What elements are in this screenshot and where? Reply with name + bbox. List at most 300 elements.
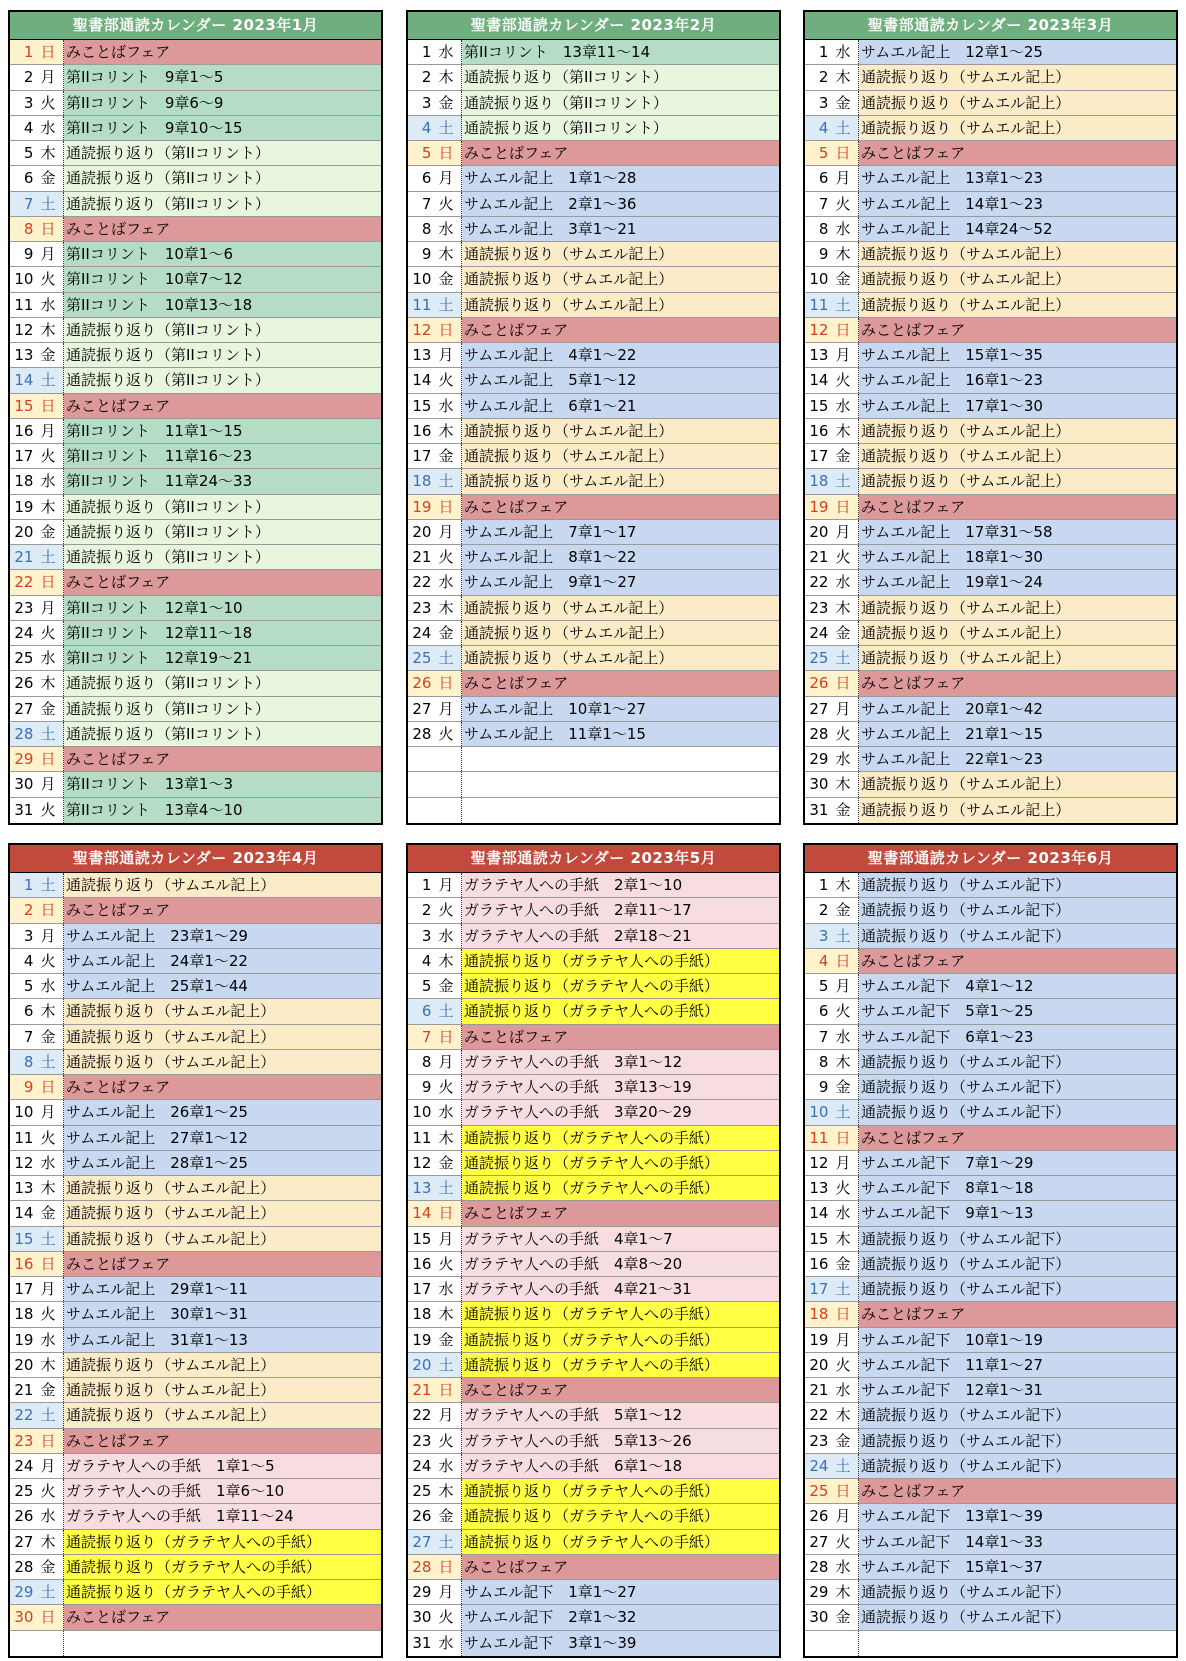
reading-text: みことばフェア [861,1305,966,1324]
reading-text: 通読振り返り（ガラテヤ人への手紙） [464,1153,720,1172]
reading-text: 通読振り返り（サムエル記下） [861,1254,1071,1273]
day-number: 3 [421,93,432,112]
weekday: 火 [40,1305,56,1324]
day-row [10,1227,381,1252]
day-number: 2 [23,68,34,87]
day-row [10,545,381,570]
day-row [408,621,779,646]
reading-text: 通読振り返り（サムエル記上） [464,421,674,440]
day-number: 20 [14,1355,34,1374]
reading-text: ガラテヤ人への手紙 4章8～20 [464,1254,683,1273]
date-cell [805,1454,859,1478]
day-row [408,242,779,267]
day-number: 22 [809,1406,829,1425]
reading-text: みことばフェア [464,1557,569,1576]
day-number: 16 [412,421,432,440]
reading-text: サムエル記上 10章1～27 [464,699,646,718]
calendar-title: 聖書部通読カレンダー 2023年2月 [408,12,779,40]
reading-text: 通読振り返り（第IIコリント） [66,169,270,188]
date-cell [10,1277,64,1301]
weekday: 水 [438,1456,454,1475]
day-row [408,116,779,141]
weekday: 土 [40,876,56,894]
weekday: 月 [438,1583,454,1601]
date-cell [408,1479,462,1503]
date-cell [805,1277,859,1301]
day-number: 27 [809,699,829,718]
day-number: 21 [809,1381,829,1399]
day-number: 25 [809,1482,829,1500]
day-number: 13 [14,346,34,364]
reading-text: サムエル記上 28章1～25 [66,1153,248,1172]
reading-text: サムエル記上 6章1～21 [464,396,637,415]
day-number: 10 [412,1103,432,1122]
day-number: 4 [818,951,829,970]
day-row [408,1201,779,1226]
date-cell [408,898,462,922]
date-cell [408,343,462,367]
day-row [408,318,779,343]
month-calendar-may [406,843,781,1658]
date-cell [408,1403,462,1427]
date-cell [805,1403,859,1427]
weekday: 日 [835,951,851,970]
month-calendar-jun [803,843,1178,1658]
reading-text: ガラテヤ人への手紙 1章1～5 [66,1456,275,1475]
day-number: 5 [23,144,34,162]
day-row [805,520,1176,545]
reading-text: 通読振り返り（ガラテヤ人への手紙） [66,1583,322,1601]
date-cell [805,1555,859,1579]
date-cell [408,1302,462,1326]
day-number: 23 [809,1431,829,1450]
weekday: 火 [835,1179,851,1197]
reading-text: サムエル記上 23章1～29 [66,926,248,945]
reading-text: みことばフェア [66,1078,171,1096]
weekday: 月 [438,169,454,188]
weekday: 月 [40,926,56,945]
day-row [408,1429,779,1454]
reading-text: 通読振り返り（ガラテヤ人への手紙） [464,1482,720,1500]
date-cell [408,1176,462,1200]
reading-text: サムエル記下 2章1～32 [464,1608,637,1627]
day-row [10,1252,381,1277]
weekday: 日 [835,1128,851,1147]
reading-text: 通読振り返り（第IIコリント） [66,346,270,364]
day-number: 30 [14,775,34,794]
reading-text: みことばフェア [861,1128,966,1147]
day-number: 25 [14,649,34,667]
date-cell [408,495,462,519]
weekday: 木 [40,1355,56,1374]
day-number: 27 [412,699,432,718]
reading-text: ガラテヤ人への手紙 2章11～17 [464,901,692,920]
reading-text: 通読振り返り（サムエル記上） [861,649,1071,667]
date-cell [805,217,859,241]
date-cell [408,1151,462,1175]
reading-text: 通読振り返り（第IIコリント） [66,674,270,693]
day-number: 11 [14,295,34,314]
weekday: 日 [40,1608,56,1627]
reading-text: 通読振り返り（サムエル記上） [861,270,1071,289]
day-number: 1 [23,43,34,61]
date-cell [408,949,462,973]
day-row [805,1176,1176,1201]
day-number: 6 [23,1002,34,1021]
weekday: 金 [40,1027,56,1046]
date-cell [805,520,859,544]
day-row [805,949,1176,974]
day-number: 9 [818,1078,829,1096]
date-cell [805,1252,859,1276]
reading-text: みことばフェア [66,396,171,415]
date-cell [408,646,462,670]
day-row [805,772,1176,797]
day-row [10,1605,381,1630]
weekday: 日 [438,144,454,162]
day-row [408,1504,779,1529]
reading-text: 通読振り返り（ガラテヤ人への手紙） [464,1507,720,1526]
date-cell [805,873,859,897]
date-cell [10,40,64,64]
weekday: 日 [835,674,851,693]
day-number: 28 [14,1557,34,1576]
date-cell [805,1227,859,1251]
date-cell [805,1126,859,1150]
reading-text: 通読振り返り（サムエル記上） [464,295,674,314]
reading-text: 通読振り返り（サムエル記上） [66,1355,276,1374]
day-row [408,1176,779,1201]
day-row [10,40,381,65]
weekday: 木 [438,1482,454,1500]
date-cell [10,267,64,291]
day-row [408,1302,779,1327]
day-row [805,1479,1176,1504]
reading-text: 通読振り返り（サムエル記下） [861,1280,1071,1298]
day-row [805,192,1176,217]
reading-text: 通読振り返り（サムエル記下） [861,1456,1071,1475]
weekday: 火 [835,724,851,743]
weekday: 土 [438,1179,454,1197]
day-row [805,1126,1176,1151]
weekday: 金 [438,623,454,642]
weekday: 土 [438,1532,454,1551]
weekday: 月 [835,1507,851,1526]
date-cell [10,747,64,771]
day-row [10,898,381,923]
reading-text: 第IIコリント 10章7～12 [66,270,243,289]
reading-text: サムエル記上 3章1～21 [464,219,637,238]
day-number: 14 [412,1204,432,1223]
weekday: 火 [835,1532,851,1551]
reading-text: ガラテヤ人への手紙 1章11～24 [66,1507,294,1526]
date-cell [10,495,64,519]
weekday: 水 [40,1330,56,1349]
calendar-title: 聖書部通読カレンダー 2023年6月 [805,845,1176,873]
weekday: 日 [835,1482,851,1500]
reading-text: 通読振り返り（ガラテヤ人への手紙） [66,1532,322,1551]
weekday: 水 [40,649,56,667]
date-cell [10,520,64,544]
date-cell [10,646,64,670]
day-number: 5 [818,977,829,995]
reading-text: サムエル記下 15章1～37 [861,1557,1043,1576]
date-cell [805,242,859,266]
day-number: 24 [809,1456,829,1475]
weekday: 木 [438,1305,454,1324]
day-number: 13 [412,1179,432,1197]
day-number: 7 [23,194,34,213]
day-row [805,1227,1176,1252]
day-row [805,1025,1176,1050]
date-cell [805,545,859,569]
date-cell [10,318,64,342]
date-cell [408,924,462,948]
day-row [10,570,381,595]
weekday: 水 [40,1153,56,1172]
weekday: 金 [835,1431,851,1450]
reading-text: サムエル記上 8章1～22 [464,548,637,566]
weekday: 金 [835,800,851,819]
reading-text: ガラテヤ人への手紙 4章21～31 [464,1280,692,1298]
reading-text: ガラテヤ人への手紙 6章1～18 [464,1456,683,1475]
day-row [408,596,779,621]
day-row [408,495,779,520]
day-number: 14 [809,371,829,390]
weekday: 土 [835,926,851,945]
reading-text: 通読振り返り（サムエル記下） [861,1103,1071,1122]
day-row [805,671,1176,696]
weekday: 木 [438,598,454,617]
day-number: 19 [809,497,829,516]
weekday: 月 [438,1406,454,1425]
weekday: 金 [40,1557,56,1576]
date-cell [408,1100,462,1124]
date-cell [10,65,64,89]
reading-text: 通読振り返り（ガラテヤ人への手紙） [464,1355,720,1374]
day-row [408,1075,779,1100]
weekday: 日 [438,1381,454,1399]
reading-text: サムエル記下 7章1～29 [861,1153,1034,1172]
day-number: 24 [14,1456,34,1475]
day-row [805,646,1176,671]
reading-text: サムエル記上 22章1～23 [861,750,1043,768]
day-row [10,1277,381,1302]
date-cell [10,999,64,1023]
day-number: 18 [14,1305,34,1324]
date-cell [408,444,462,468]
day-number: 26 [14,1507,34,1526]
day-row [805,1403,1176,1428]
day-number: 14 [809,1204,829,1223]
weekday: 金 [438,977,454,995]
weekday: 金 [835,623,851,642]
date-cell [805,722,859,746]
weekday: 木 [835,598,851,617]
day-number: 11 [14,1128,34,1147]
day-number: 1 [818,43,829,61]
day-row [805,1100,1176,1125]
date-cell [805,65,859,89]
day-number: 12 [809,1153,829,1172]
reading-text: 第IIコリント 11章1～15 [66,421,243,440]
date-cell [10,1302,64,1326]
day-row [10,798,381,823]
day-number: 24 [14,623,34,642]
date-cell [805,1302,859,1326]
day-number: 30 [412,1608,432,1627]
date-cell [805,798,859,823]
weekday: 水 [40,1507,56,1526]
reading-text: みことばフェア [861,144,966,162]
day-row [408,697,779,722]
day-row [805,1504,1176,1529]
day-row [805,1429,1176,1454]
date-cell [805,293,859,317]
date-cell [408,798,462,823]
day-number: 19 [412,1330,432,1349]
date-cell [408,217,462,241]
date-cell [805,40,859,64]
day-row [10,217,381,242]
reading-text: 通読振り返り（第IIコリント） [66,699,270,718]
day-number: 8 [421,219,432,238]
date-cell [10,1353,64,1377]
reading-text: みことばフェア [66,901,171,920]
date-cell [408,671,462,695]
weekday: 月 [835,1330,851,1349]
day-number: 6 [421,169,432,188]
day-row [805,495,1176,520]
weekday: 火 [40,1128,56,1147]
date-cell [408,1252,462,1276]
reading-text: 通読振り返り（サムエル記下） [861,1078,1071,1096]
day-number: 19 [14,1330,34,1349]
date-cell [408,1580,462,1604]
day-number: 5 [421,977,432,995]
date-cell [805,469,859,493]
day-number: 15 [809,396,829,415]
reading-text [462,747,779,771]
weekday: 土 [438,295,454,314]
day-number: 15 [809,1229,829,1248]
weekday: 土 [40,724,56,743]
weekday: 金 [438,270,454,289]
weekday: 日 [40,1431,56,1450]
reading-text: 通読振り返り（サムエル記下） [861,1583,1071,1601]
weekday: 金 [438,447,454,465]
reading-text: 通読振り返り（サムエル記上） [861,93,1071,112]
day-row [10,1353,381,1378]
day-row [10,1504,381,1529]
day-number: 10 [14,270,34,289]
day-row [408,646,779,671]
date-cell [10,1504,64,1528]
weekday: 日 [835,1305,851,1324]
weekday: 金 [835,901,851,920]
day-row [805,217,1176,242]
day-row [10,671,381,696]
reading-text: 通読振り返り（サムエル記上） [66,1027,276,1046]
date-cell [805,646,859,670]
reading-text: 通読振り返り（サムエル記上） [861,447,1071,465]
date-cell [805,116,859,140]
date-cell [10,444,64,468]
date-cell [408,166,462,190]
weekday: 火 [438,194,454,213]
day-number: 12 [14,1153,34,1172]
day-row [10,747,381,772]
date-cell [10,368,64,392]
day-number: 7 [23,1027,34,1046]
weekday: 水 [40,977,56,995]
reading-text: 通読振り返り（第IIコリント） [66,522,270,541]
day-number: 27 [809,1532,829,1551]
day-row [10,873,381,898]
date-cell [805,697,859,721]
weekday [434,772,461,796]
reading-text: 通読振り返り（サムエル記下） [861,901,1071,920]
weekday: 火 [438,724,454,743]
weekday: 火 [835,371,851,390]
day-row [805,924,1176,949]
weekday: 金 [438,1153,454,1172]
weekday: 日 [438,1027,454,1046]
weekday [434,798,461,823]
day-number: 21 [14,1381,34,1399]
date-cell [408,91,462,115]
day-number: 3 [23,926,34,945]
weekday: 水 [438,219,454,238]
reading-text: 通読振り返り（サムエル記上） [464,598,674,617]
weekday: 土 [438,472,454,491]
weekday: 土 [40,1229,56,1248]
weekday: 月 [40,1103,56,1122]
weekday: 月 [438,346,454,364]
day-number: 17 [412,1280,432,1298]
calendar-title: 聖書部通読カレンダー 2023年5月 [408,845,779,873]
date-cell [408,469,462,493]
weekday: 木 [835,876,851,894]
date-cell [10,1530,64,1554]
weekday: 土 [40,1406,56,1425]
day-row [408,293,779,318]
weekday: 金 [835,1254,851,1273]
reading-text: 通読振り返り（サムエル記上） [464,623,674,642]
day-row [10,116,381,141]
day-row [408,343,779,368]
day-row [408,141,779,166]
weekday: 土 [40,371,56,390]
date-cell [805,949,859,973]
date-cell [10,1075,64,1099]
month-calendar-feb [406,10,781,825]
day-row [10,1025,381,1050]
date-cell [805,671,859,695]
day-number: 28 [412,724,432,743]
date-cell [408,242,462,266]
weekday: 金 [835,447,851,465]
weekday: 火 [40,1482,56,1500]
reading-text: 通読振り返り（ガラテヤ人への手紙） [464,1532,720,1551]
day-row [10,1126,381,1151]
day-number: 19 [14,497,34,516]
date-cell [408,394,462,418]
reading-text: 通読振り返り（第IIコリント） [66,724,270,743]
empty-row [408,798,779,823]
date-cell [805,141,859,165]
date-cell [408,141,462,165]
